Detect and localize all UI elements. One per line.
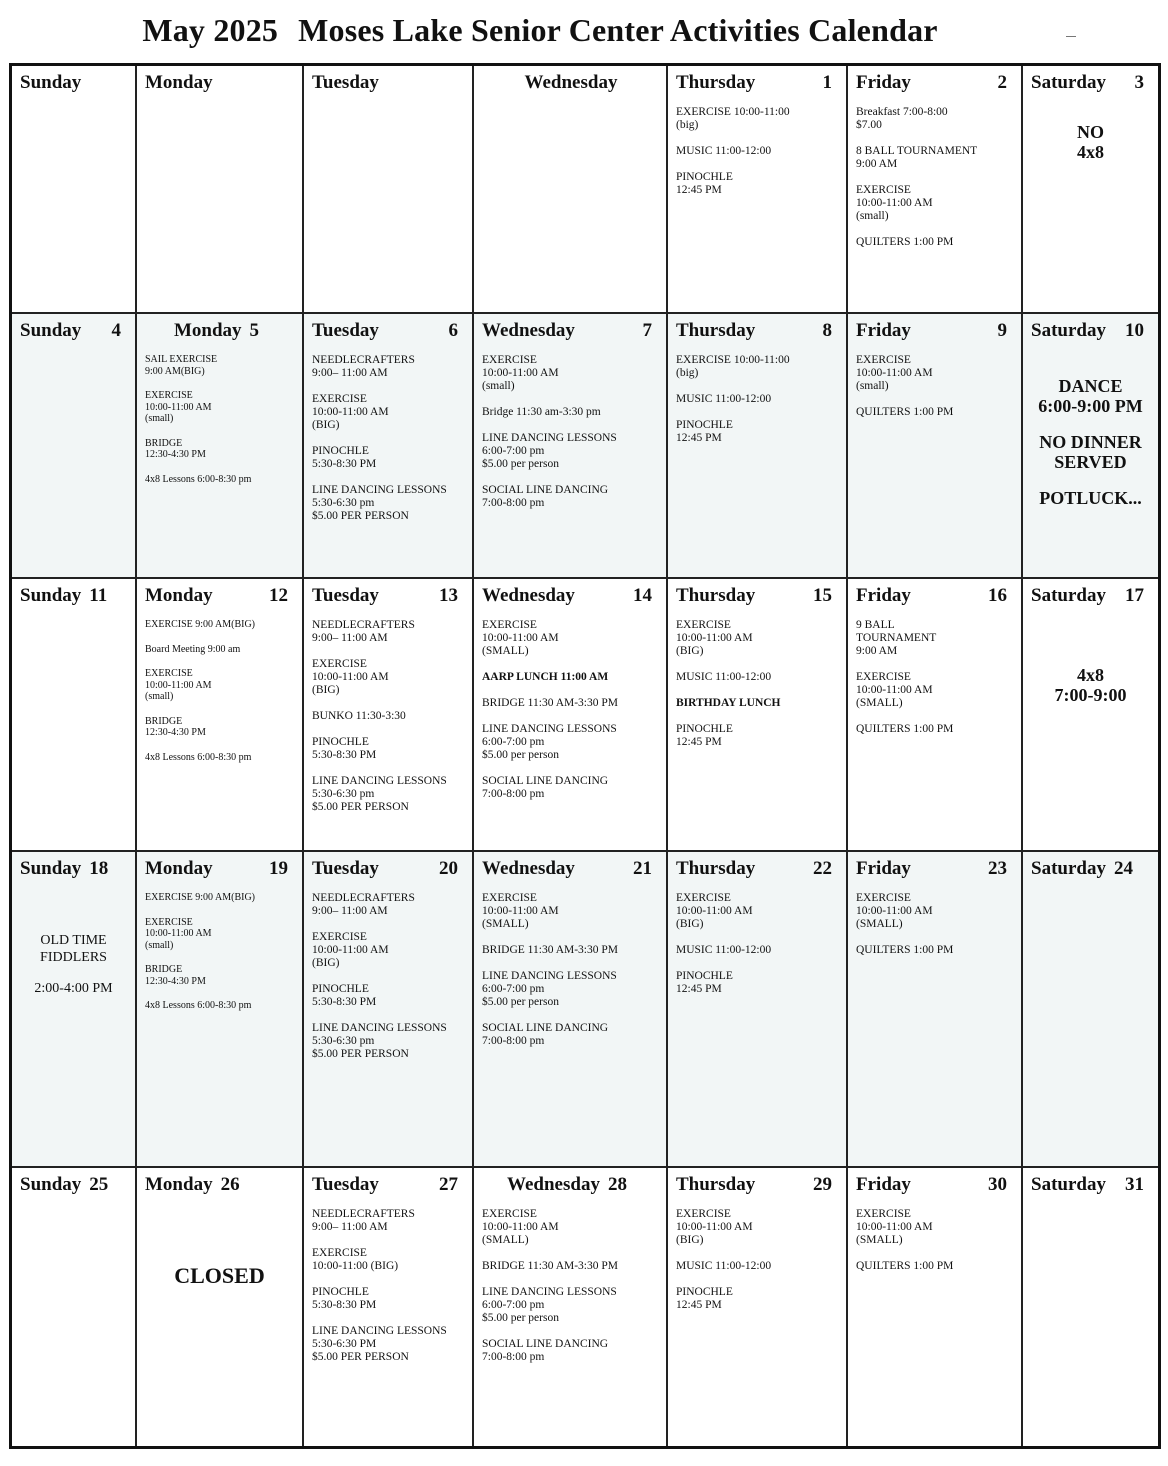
day-number: 23 [988,858,1007,879]
day-header [304,852,472,880]
day-name: Saturday [1031,1174,1106,1195]
day-cell-sunday-25 [12,1168,137,1446]
day-name: Saturday [1031,320,1106,341]
day-cell-thursday-15 [668,579,848,852]
day-cell-thursday-22 [668,852,848,1168]
day-cell-sunday [12,66,137,314]
event-item: PINOCHLE 5:30-8:30 PM [312,983,377,1008]
day-events [304,342,472,523]
day-name: Tuesday [312,858,379,879]
scan-mark [1066,36,1076,37]
special-event-note: 4x8 7:00-9:00 [1054,665,1127,705]
day-number: 22 [813,858,832,879]
day-name: Monday [145,1174,213,1195]
event-item: QUILTERS 1:00 PM [856,406,954,418]
special-event-note: OLD TIME FIDDLERS [40,933,107,965]
special-event-note: NO 4x8 [1077,122,1104,162]
day-cell-thursday-29 [668,1168,848,1446]
day-events [137,342,302,485]
event-item: LINE DANCING LESSONS 6:00-7:00 pm $5.00 per person [482,723,617,761]
day-name: Thursday [676,1174,756,1195]
day-events [1023,607,1158,705]
day-number: 5 [249,320,260,341]
event-item: NEEDLECRAFTERS 9:00– 11:00 AM [312,354,415,379]
day-number: 3 [1134,72,1144,93]
day-header [474,852,666,880]
event-item: Breakfast 7:00-8:00 $7.00 [856,106,948,131]
event-item: BRIDGE 12:30-4:30 PM [145,715,206,738]
day-events [304,94,472,106]
event-item: LINE DANCING LESSONS 5:30-6:30 pm $5.00 PER PERSON [312,1022,447,1060]
day-header [137,1168,302,1196]
day-header [668,314,846,342]
day-number: 6 [448,320,458,341]
day-cell-monday-12 [137,579,304,852]
event-item: Board Meeting 9:00 am [145,643,241,655]
event-item: EXERCISE 10:00-11:00 (big) [676,106,790,131]
day-header [848,579,1021,607]
event-item: LINE DANCING LESSONS 5:30-6:30 PM $5.00 PER PERSON [312,1325,447,1363]
event-item: EXERCISE 10:00-11:00 AM (BIG) [676,892,753,930]
day-header [137,314,302,342]
event-item: EXERCISE 10:00-11:00 AM (BIG) [312,393,389,431]
day-events [848,342,1021,419]
event-item: 4x8 Lessons 6:00-8:30 pm [145,473,252,485]
day-number: 9 [997,320,1007,341]
event-item: PINOCHLE 12:45 PM [676,1286,733,1311]
day-number: 24 [1113,858,1133,879]
special-event-note: NO DINNER SERVED [1039,432,1142,472]
day-header [848,852,1021,880]
event-item: EXERCISE 10:00-11:00 AM (BIG) [676,1208,753,1246]
day-number: 20 [439,858,458,879]
day-events [304,1196,472,1364]
day-events [668,94,846,197]
event-item: PINOCHLE 5:30-8:30 PM [312,445,377,470]
day-events [304,607,472,814]
day-header [12,314,135,342]
day-number: 2 [997,72,1007,93]
event-item: BRIDGE 11:30 AM-3:30 PM [482,697,618,709]
day-name: Thursday [676,72,756,93]
day-number: 8 [822,320,832,341]
event-item: EXERCISE 10:00-11:00 AM (SMALL) [482,1208,559,1246]
event-item: PINOCHLE 12:45 PM [676,970,733,995]
event-item: 4x8 Lessons 6:00-8:30 pm [145,751,252,763]
event-item: EXERCISE 10:00-11:00 AM (BIG) [312,658,389,696]
day-cell-thursday-8 [668,314,848,579]
event-item: LINE DANCING LESSONS 5:30-6:30 pm $5.00 PER PERSON [312,775,447,813]
day-header [137,579,302,607]
day-header [668,66,846,94]
day-events [668,342,846,445]
day-name: Tuesday [312,72,379,93]
day-cell-wednesday [474,66,668,314]
day-header [848,1168,1021,1196]
day-number: 4 [111,320,121,341]
day-events [12,880,135,997]
day-number: 29 [813,1174,832,1195]
day-name: Friday [856,858,911,879]
day-header [12,66,135,94]
day-header [848,314,1021,342]
day-cell-saturday-17 [1023,579,1158,852]
event-item: 8 BALL TOURNAMENT 9:00 AM [856,145,978,170]
day-cell-tuesday-13 [304,579,474,852]
event-item: EXERCISE 10:00-11:00 AM (SMALL) [856,671,933,709]
event-item: PINOCHLE 12:45 PM [676,419,733,444]
event-item: AARP LUNCH 11:00 AM [482,671,609,683]
day-cell-saturday-31 [1023,1168,1158,1446]
day-number: 15 [813,585,832,606]
day-header [1023,314,1158,342]
day-header [1023,66,1158,94]
day-cell-monday-5 [137,314,304,579]
day-header [12,852,135,880]
event-item: EXERCISE 10:00-11:00 AM (small) [145,668,212,702]
day-header [304,66,472,94]
day-events [474,880,666,1048]
day-number: 14 [633,585,652,606]
day-cell-wednesday-7 [474,314,668,579]
day-events [1023,94,1158,162]
day-events [12,1196,135,1208]
day-events [668,607,846,749]
event-item: SOCIAL LINE DANCING 7:00-8:00 pm [482,775,609,800]
event-item: PINOCHLE 12:45 PM [676,171,733,196]
event-item: 4x8 Lessons 6:00-8:30 pm [145,1000,252,1011]
title-month-year: May 2025 [142,12,279,48]
day-cell-wednesday-14 [474,579,668,852]
day-number: 13 [439,585,458,606]
day-name: Monday [145,72,213,93]
event-item: PINOCHLE 5:30-8:30 PM [312,736,377,761]
day-number: 12 [269,585,288,606]
day-events [1023,880,1158,892]
day-number: 28 [607,1174,627,1195]
day-cell-saturday-24 [1023,852,1158,1168]
event-item: LINE DANCING LESSONS 6:00-7:00 pm $5.00 per person [482,1286,617,1324]
day-name: Friday [856,72,911,93]
event-item: EXERCISE 9:00 AM(BIG) [145,892,255,903]
event-item: 9 BALL TOURNAMENT 9:00 AM [856,619,937,657]
event-item: EXERCISE 10:00-11:00 AM (SMALL) [856,1208,933,1246]
day-header [474,66,666,94]
day-cell-friday-2 [848,66,1023,314]
day-number: 17 [1125,585,1144,606]
day-events [304,880,472,1061]
day-header [304,579,472,607]
day-header [137,852,302,880]
day-name: Tuesday [312,320,379,341]
title-text: Moses Lake Senior Center Activities Calendar [298,12,938,48]
day-number: 21 [633,858,652,879]
event-item: QUILTERS 1:00 PM [856,944,954,956]
page-title [0,12,1080,49]
day-name: Saturday [1031,858,1106,879]
day-name: Saturday [1031,72,1106,93]
day-cell-tuesday [304,66,474,314]
event-item: SOCIAL LINE DANCING 7:00-8:00 pm [482,484,609,509]
day-number: 18 [89,858,109,879]
event-item: EXERCISE 10:00-11:00 AM (SMALL) [482,892,559,930]
day-name: Friday [856,320,911,341]
day-name: Monday [145,858,213,879]
day-header [848,66,1021,94]
day-name: Wednesday [507,1174,600,1195]
day-events [848,1196,1021,1273]
event-item: BRIDGE 12:30-4:30 PM [145,437,206,460]
day-cell-saturday-10 [1023,314,1158,579]
day-cell-monday-19 [137,852,304,1168]
day-number: 31 [1125,1174,1144,1195]
event-item: QUILTERS 1:00 PM [856,236,954,248]
day-events [1023,342,1158,508]
day-number: 27 [439,1174,458,1195]
day-header [668,579,846,607]
event-item: BRIDGE 12:30-4:30 PM [145,964,206,987]
special-event-note: DANCE 6:00-9:00 PM [1038,376,1143,416]
day-cell-monday [137,66,304,314]
event-item: EXERCISE 10:00-11:00 (big) [676,354,790,379]
day-cell-sunday-18 [12,852,137,1168]
day-events [848,880,1021,957]
day-name: Wednesday [524,72,618,93]
day-events [137,880,302,1012]
day-number: 11 [89,585,108,606]
event-item: BRIDGE 11:30 AM-3:30 PM [482,1260,618,1272]
day-name: Sunday [20,320,82,341]
day-name: Wednesday [482,585,575,606]
event-item: BUNKO 11:30-3:30 [312,710,406,722]
day-cell-friday-9 [848,314,1023,579]
day-events [12,342,135,354]
event-item: QUILTERS 1:00 PM [856,723,954,735]
day-header [668,1168,846,1196]
day-cell-thursday-1 [668,66,848,314]
event-item: EXERCISE 10:00-11:00 AM (small) [145,390,212,424]
event-item: EXERCISE 10:00-11:00 (BIG) [312,1247,399,1272]
day-events [848,94,1021,249]
event-item: EXERCISE 10:00-11:00 AM (BIG) [312,931,389,969]
day-cell-friday-30 [848,1168,1023,1446]
event-item: LINE DANCING LESSONS 5:30-6:30 pm $5.00 PER PERSON [312,484,447,522]
calendar-grid [9,63,1161,1449]
event-item: EXERCISE 10:00-11:00 AM (SMALL) [482,619,559,657]
day-name: Tuesday [312,1174,379,1195]
day-name: Wednesday [482,320,575,341]
day-events [848,607,1021,736]
day-name: Sunday [20,72,82,93]
day-events [137,607,302,763]
day-name: Sunday [20,585,82,606]
event-item: EXERCISE 9:00 AM(BIG) [145,619,255,630]
special-event-note: POTLUCK... [1039,488,1142,508]
day-name: Thursday [676,320,756,341]
day-header [12,579,135,607]
day-header [474,579,666,607]
day-header [137,66,302,94]
day-header [304,1168,472,1196]
day-cell-friday-16 [848,579,1023,852]
day-events [668,1196,846,1312]
day-number: 1 [822,72,832,93]
day-number: 16 [988,585,1007,606]
day-cell-monday-26 [137,1168,304,1446]
day-cell-tuesday-20 [304,852,474,1168]
day-events [137,94,302,106]
day-name: Monday [145,585,213,606]
day-name: Thursday [676,858,756,879]
event-item: LINE DANCING LESSONS 6:00-7:00 pm $5.00 per person [482,432,617,470]
event-item: BIRTHDAY LUNCH [676,697,781,709]
event-item: MUSIC 11:00-12:00 [676,393,772,405]
day-number: 7 [642,320,652,341]
day-name: Tuesday [312,585,379,606]
day-name: Saturday [1031,585,1106,606]
day-header [1023,579,1158,607]
day-events [12,607,135,619]
day-events [12,94,135,106]
event-item: MUSIC 11:00-12:00 [676,1260,772,1272]
day-events [1023,1196,1158,1208]
event-item: NEEDLECRAFTERS 9:00– 11:00 AM [312,619,415,644]
event-item: QUILTERS 1:00 PM [856,1260,954,1272]
day-cell-friday-23 [848,852,1023,1168]
event-item: MUSIC 11:00-12:00 [676,671,772,683]
event-item: NEEDLECRAFTERS 9:00– 11:00 AM [312,892,415,917]
day-number: 26 [220,1174,240,1195]
day-events [474,342,666,510]
event-item: NEEDLECRAFTERS 9:00– 11:00 AM [312,1208,415,1233]
day-header [12,1168,135,1196]
day-name: Monday [173,320,242,341]
event-item: EXERCISE 10:00-11:00 AM (SMALL) [856,892,933,930]
event-item: MUSIC 11:00-12:00 [676,944,772,956]
event-item: SOCIAL LINE DANCING 7:00-8:00 pm [482,1022,609,1047]
day-header [474,314,666,342]
day-events [474,1196,666,1364]
day-cell-tuesday-6 [304,314,474,579]
event-item: PINOCHLE 12:45 PM [676,723,733,748]
day-cell-tuesday-27 [304,1168,474,1446]
event-item: MUSIC 11:00-12:00 [676,145,772,157]
day-name: Friday [856,585,911,606]
day-number: 19 [269,858,288,879]
day-header [474,1168,666,1196]
day-cell-wednesday-21 [474,852,668,1168]
event-item: LINE DANCING LESSONS 6:00-7:00 pm $5.00 per person [482,970,617,1008]
day-header [1023,852,1158,880]
day-header [1023,1168,1158,1196]
event-item: EXERCISE 10:00-11:00 AM (small) [145,916,212,951]
day-name: Friday [856,1174,911,1195]
event-item: EXERCISE 10:00-11:00 AM (BIG) [676,619,753,657]
day-name: Thursday [676,585,756,606]
event-item: EXERCISE 10:00-11:00 AM (small) [856,354,933,392]
day-number: 30 [988,1174,1007,1195]
day-events [668,880,846,996]
day-number: 10 [1125,320,1144,341]
day-header [668,852,846,880]
day-cell-wednesday-28 [474,1168,668,1446]
day-name: Sunday [20,858,82,879]
day-header [304,314,472,342]
event-item: EXERCISE 10:00-11:00 AM (small) [482,354,559,392]
event-item: Bridge 11:30 am-3:30 pm [482,406,601,418]
day-cell-sunday-11 [12,579,137,852]
day-cell-sunday-4 [12,314,137,579]
event-item: SAIL EXERCISE 9:00 AM(BIG) [145,354,218,377]
closed-note: CLOSED [174,1263,265,1288]
day-name: Sunday [20,1174,82,1195]
special-event-time: 2:00-4:00 PM [34,981,113,996]
day-events [137,1196,302,1288]
event-item: BRIDGE 11:30 AM-3:30 PM [482,944,618,956]
day-cell-saturday-3 [1023,66,1158,314]
day-events [474,607,666,801]
event-item: SOCIAL LINE DANCING 7:00-8:00 pm [482,1338,609,1363]
day-events [474,94,666,106]
day-number: 25 [89,1174,109,1195]
event-item: PINOCHLE 5:30-8:30 PM [312,1286,377,1311]
event-item: EXERCISE 10:00-11:00 AM (small) [856,184,933,222]
day-name: Wednesday [482,858,575,879]
